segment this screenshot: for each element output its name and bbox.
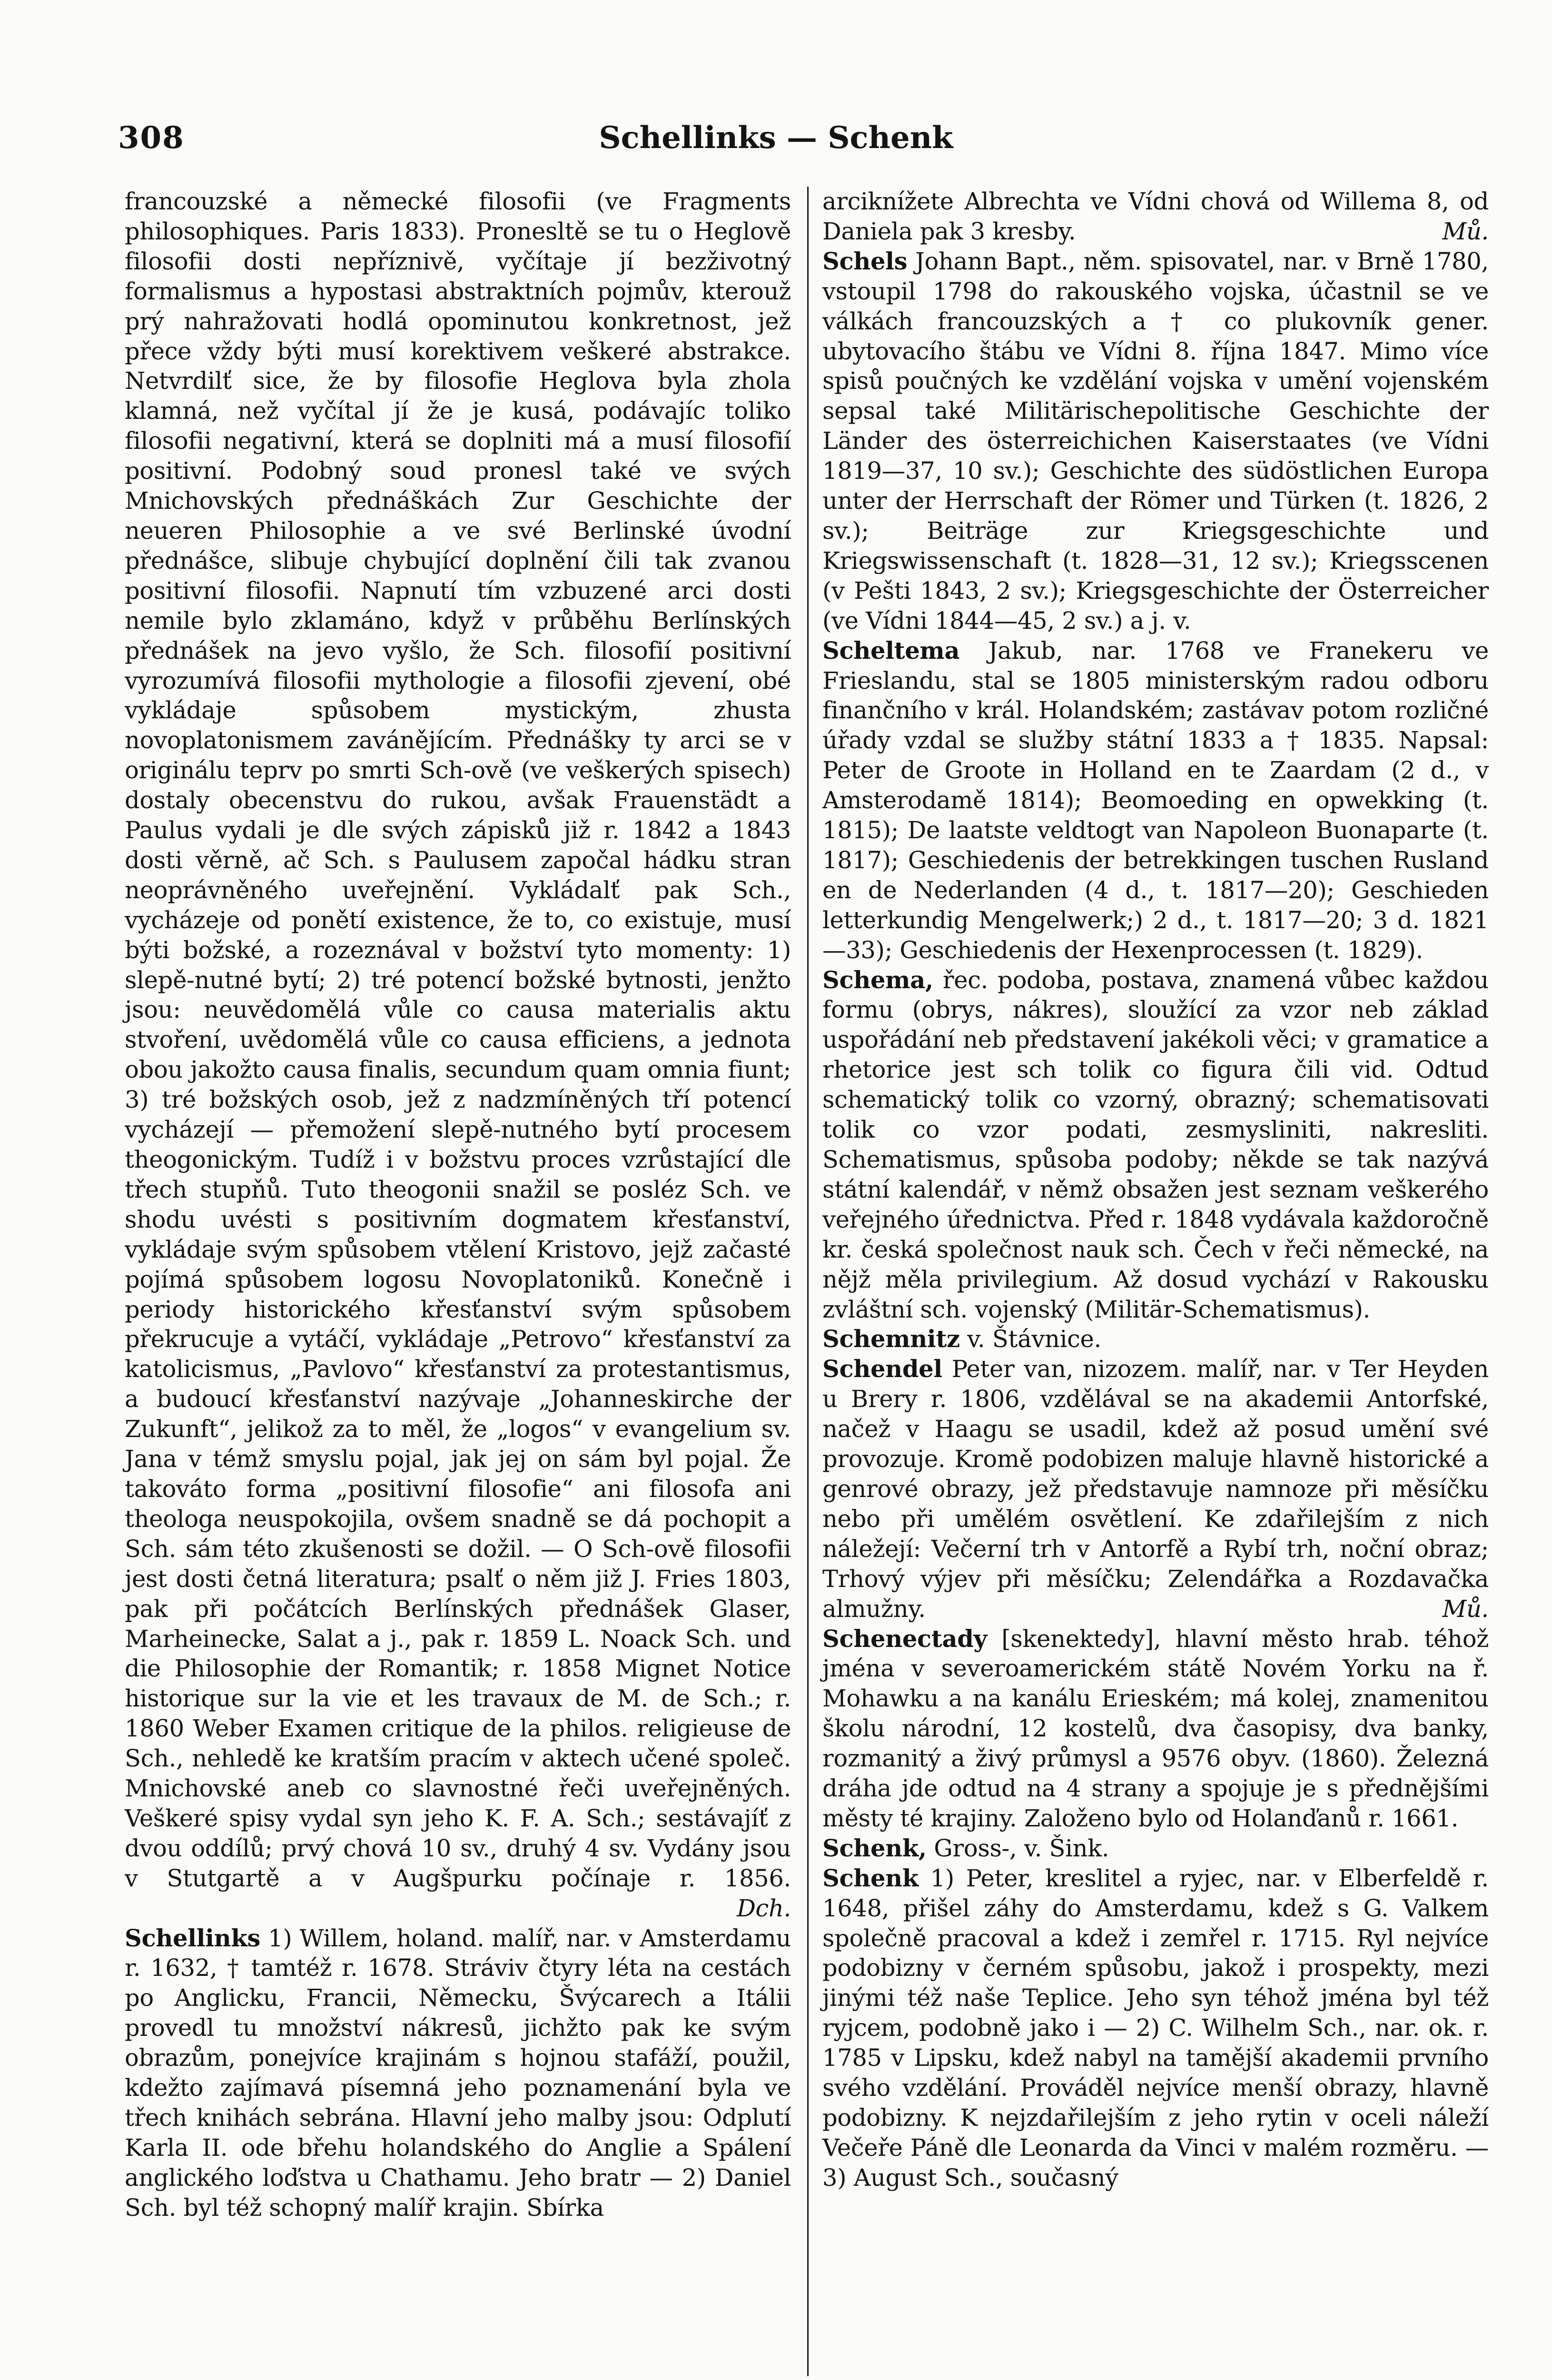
entry-schenk bbox=[822, 1864, 1489, 2193]
entry-schellinks bbox=[125, 1924, 791, 2223]
entry-text: v. Štávnice. bbox=[967, 1325, 1101, 1353]
running-title: Schellinks — Schenk bbox=[599, 120, 953, 156]
entry-scheltema bbox=[822, 636, 1489, 965]
column-divider bbox=[807, 187, 809, 2376]
entry-heading: Schenk bbox=[822, 1864, 919, 1892]
left-column bbox=[125, 187, 791, 2223]
entry-schemnitz bbox=[822, 1324, 1489, 1354]
author-signature: Dch. bbox=[737, 1894, 791, 1922]
entry-text: 1) Peter, kreslitel a ryjec, nar. v Elberfeldě r. 1648, přišel záhy do Amsterdamu, kdež s G. Valkem společně pracoval a kdež i zemřel r. 1715. Ryl nejvíce podobizny v černém spůsobu, jakož i prospekty, mezi jinými též naše Teplice. Jeho syn téhož jména byl též ryjcem, podobně jako i — 2) C. Wilhelm Sch., nar. ok. r. 1785 v Lipsku, kdež nabyl na tamější akademii prvního svého vzdělání. Prováděl nejvíce menší obrazy, hlavně podobizny. K nejzdařilejším z jeho rytin v oceli náleží Večeře Páně dle Leonarda da Vinci v malém rozměru. — 3) August Sch., současný bbox=[822, 1864, 1489, 2192]
entry-heading: Schenectady bbox=[822, 1625, 988, 1653]
entry-continuation-text: arciknížete Albrechta ve Vídni chová od Willema 8, od Daniela pak 3 kresby. bbox=[822, 188, 1489, 245]
entry-heading: Schema, bbox=[822, 966, 933, 994]
entry-continuation bbox=[822, 187, 1489, 247]
entry-schenectady bbox=[822, 1624, 1489, 1834]
entry-schema bbox=[822, 965, 1489, 1325]
entry-heading: Schellinks bbox=[125, 1924, 260, 1952]
entry-continuation bbox=[125, 187, 791, 1924]
author-signature: Mů. bbox=[1442, 1595, 1489, 1623]
entry-text: Gross-, v. Šink. bbox=[934, 1834, 1109, 1862]
entry-heading: Schenk, bbox=[822, 1834, 927, 1862]
entry-heading: Schemnitz bbox=[822, 1325, 960, 1353]
entry-continuation-text: francouzské a německé filosofii (ve Fragments philosophiques. Paris 1833). Pronesltě se tu o Heglově filosofii dosti nepříznivě, vyčítaje jí bezživotný formalismus a hypostasi abstraktních pojmův, kterouž prý nahražovati hodlá opominutou konkretnost, jež přece vždy býti musí korektivem veškeré abstrakce. Netvrdilť sice, že by filosofie Heglova byla zhola klamná, než vyčítal jí že je kusá, podávajíc toliko filosofii negativní, která se doplniti má a musí filosofií positivní. Podobný soud pronesl také ve svých Mnichovských přednáškách Zur Geschichte der neueren Philosophie a ve své Berlinské úvodní přednášce, slibuje chybující doplnění čili tak zvanou positivní filosofii. Napnutí tím vzbuzené arci dosti nemile bylo zklamáno, když v průběhu Berlínských přednášek na jevo vyšlo, že Sch. filosofií positivní vyrozumívá filosofii mythologie a filosofii zjevení, obé vykládaje spůsobem mystickým, zhusta novoplatonismem zavánějícím. Přednášky ty arci se v originálu teprv po smrti Sch-ově (ve veškerých spisech) dostaly obecenstvu do rukou, avšak Frauenstädt a Paulus vydali je dle svých zápisků již r. 1842 a 1843 dosti věrně, ač Sch. s Paulusem započal hádku stran neoprávněného uveřejnění. Vykládalť pak Sch., vycházeje od ponětí existence, že to, co existuje, musí býti božské, a rozeznával v božství tyto momenty: 1) slepě-nutné bytí; 2) tré potencí božské bytnosti, jenžto jsou: neuvědomělá vůle co causa materialis aktu stvoření, uvědomělá vůle co causa efficiens, a jednota obou jakožto causa finalis, secundum quam omnia fiunt; 3) tré božských osob, jež z nadzmíněných tří potencí vycházejí — přemožení slepě-nutného bytí procesem theogonickým. Tudíž i v božstvu proces vzrůstající dle třech stupňů. Tuto theogonii snažil se posléz Sch. ve shodu uvésti s positivním dogmatem křesťanství, vykládaje svým spůsobem vtělení Kristovo, jejž začasté pojímá spůsobem logosu Novoplatoniků. Konečně i periody historického křesťanství svým spůsobem překrucuje a vytáčí, vykládaje „Petrovo“ křesťanství za katolicismus, „Pavlovo“ křesťanství za protestantismus, a budoucí křesťanství nazývaje „Johanneskirche der Zukunft“, jelikož za to měl, že „logos“ v evangelium sv. Jana v témž smyslu pojal, jak jej on sám byl pojal. Že takováto forma „positivní filosofie“ ani filosofa ani theologa neuspokojila, ovšem snadně se dá pochopit a Sch. sám této zkušenosti se dožil. — O Sch-ově filosofii jest dosti četná literatura; psalť o něm již J. Fries 1803, pak při počátcích Berlínských přednášek Glaser, Marheinecke, Salat a j., pak r. 1859 L. Noack Sch. und die Philosophie der Romantik; r. 1858 Mignet Notice historique sur la vie et les travaux de M. de Sch.; r. 1860 Weber Examen critique de la philos. religieuse de Sch., nehledě ke kratším pracím v aktech učené společ. Mnichovské aneb co slavnostné řeči uveřejněných. Veškeré spisy vydal syn jeho K. F. A. Sch.; sestávajíť z dvou oddílů; prvý chová 10 sv., druhý 4 sv. Vydány jsou v Stutgartě a v Augšpurku počínaje r. 1856. bbox=[125, 188, 791, 1892]
right-column bbox=[822, 187, 1489, 2193]
entry-schenk-gross bbox=[822, 1834, 1489, 1864]
entry-schels bbox=[822, 247, 1489, 636]
entry-text: Johann Bapt., něm. spisovatel, nar. v Brně 1780, vstoupil 1798 do rakouského vojska, účastnil se ve válkách francouzských a † co plukovník gener. ubytovacího štábu ve Vídni 8. října 1847. Mimo více spisů poučných ke vzdělání vojska v umění vojenském sepsal také Militärischepolitische Geschichte der Länder des österreichichen Kaiserstaates (ve Vídni 1819—37, 10 sv.); Geschichte des südöstlichen Europa unter der Herrschaft der Römer und Türken (t. 1826, 2 sv.); Beiträge zur Kriegsgeschichte und Kriegswissenschaft (t. 1828—31, 12 sv.); Kriegsscenen (v Pešti 1843, 2 sv.); Kriegsgeschichte der Österreicher (ve Vídni 1844—45, 2 sv.) a j. v. bbox=[822, 247, 1489, 635]
entry-text: [skenektedy], hlavní město hrab. téhož jména v severoamerickém státě Novém Yorku na ř. Mohawku a na kanálu Erieském; má kolej, znamenitou školu národní, 12 kostelů, dva časopisy, dva banky, rozmanitý a živý průmysl a 9576 obyv. (1860). Železná dráha jde odtud na 4 strany a spojuje je s přednějšími městy té krajiny. Založeno bylo od Holanďanů r. 1661. bbox=[822, 1625, 1489, 1832]
entry-heading: Schels bbox=[822, 247, 908, 275]
page-number: 308 bbox=[118, 120, 185, 156]
entry-heading: Schendel bbox=[822, 1355, 942, 1383]
entry-schendel bbox=[822, 1354, 1489, 1624]
entry-text: řec. podoba, postava, znamená vůbec každou formu (obrys, nákres), sloužící za vzor neb základ uspořádání neb představení jakékoli věci; v gramatice a rhetorice jest sch tolik co figura čili vid. Odtud schematický tolik co vzorný, obrazný; schematisovati tolik co vzor podati, zesmysliniti, nakresliti. Schematismus, spůsoba podoby; někde se tak nazývá státní kalendář, v němž obsažen jest seznam veškerého veřejného úřednictva. Před r. 1848 vydávala každoročně kr. česká společnost nauk sch. Čech v řeči německé, na nějž měla privilegium. Až dosud vychází v Rakousku zvláštní sch. vojenský (Militär-Schematismus). bbox=[822, 966, 1489, 1323]
author-signature: Mů. bbox=[1442, 217, 1489, 245]
entry-text: Jakub, nar. 1768 ve Franekeru ve Frieslandu, stal se 1805 ministerským radou odboru finančního v král. Holandském; zastávav potom rozličné úřady vzdal se služby státní 1833 a † 1835. Napsal: Peter de Groote in Holland en te Zaardam (2 d., v Amsterodamě 1814); Beomoeding en opwekking (t. 1815); De laatste veldtogt van Napoleon Buonaparte (t. 1817); Geschiedenis der betrekkingen tuschen Rusland en de Nederlanden (4 d., t. 1817—20); Geschieden letterkundig Mengelwerk;) 2 d., t. 1817—20; 3 d. 1821—33); Geschiedenis der Hexenprocessen (t. 1829). bbox=[822, 636, 1489, 964]
entry-text: Peter van, nizozem. malíř, nar. v Ter Heyden u Brery r. 1806, vzdělával se na akademii Antorfské, načež v Haagu se usadil, kdež až posud umění své provozuje. Kromě podobizen maluje hlavně historické a genrové obrazy, jež představuje namnoze při měsíčku nebo při umělém osvětlení. Ke zdařilejším z nich náležejí: Večerní trh v Antorfě a Rybí trh, noční obraz; Trhový výjev při měsíčku; Zelendářka a Rozdavačka almužny. bbox=[822, 1355, 1489, 1623]
entry-text: 1) Willem, holand. malíř, nar. v Amsterdamu r. 1632, † tamtéž r. 1678. Stráviv čtyry léta na cestách po Anglicku, Francii, Německu, Švýcarech a Itálii provedl tu množství nákresů, jichžto pak ke svým obrazům, ponejvíce krajinám s hojnou stafáží, použil, kdežto zajímavá písemná jeho poznamenání byla ve třech knihách sebrána. Hlavní jeho malby jsou: Odplutí Karla II. ode břehu holandského do Anglie a Spálení anglického loďstva u Chathamu. Jeho bratr — 2) Daniel Sch. byl též schopný malíř krajin. Sbírka bbox=[125, 1924, 791, 2221]
entry-heading: Scheltema bbox=[822, 636, 960, 664]
